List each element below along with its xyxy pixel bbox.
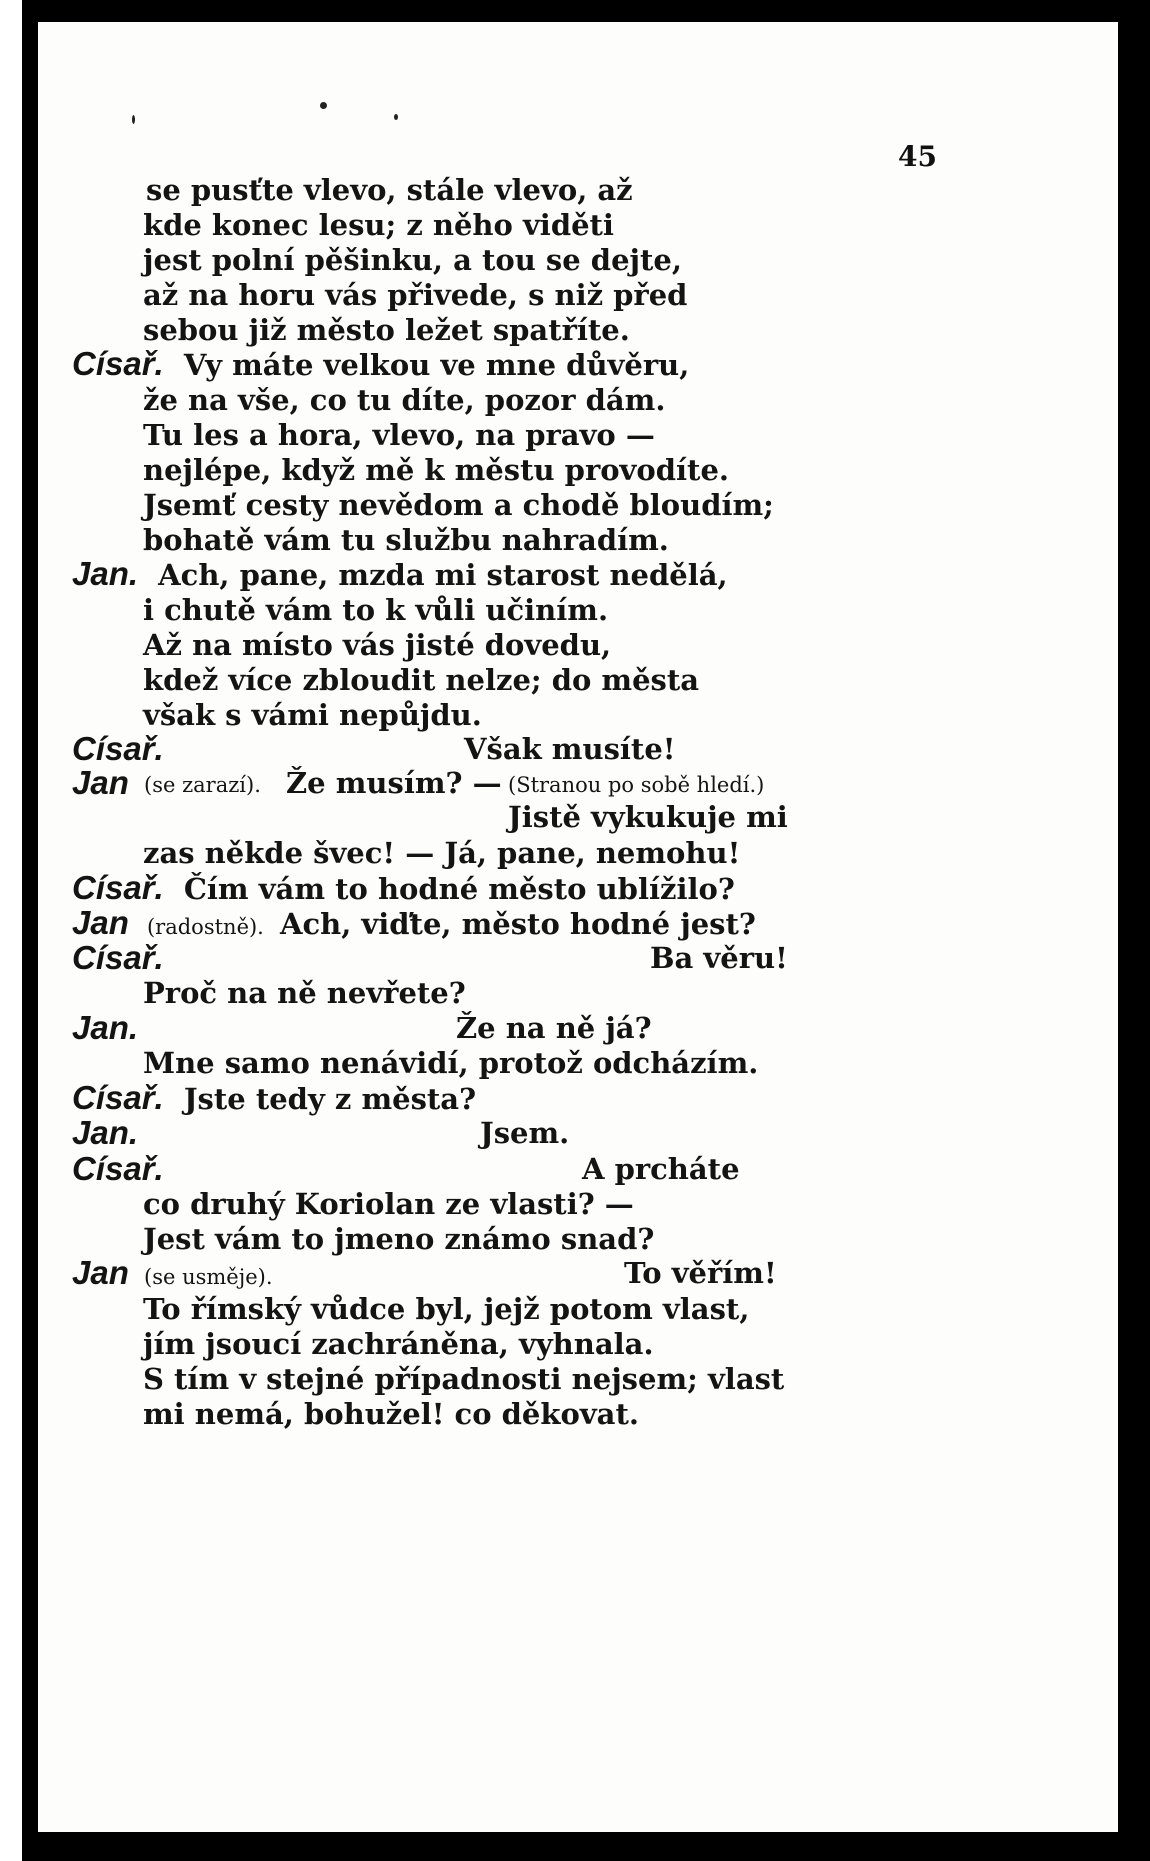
- verse-line: [143, 450, 729, 490]
- verse-line: [143, 660, 699, 700]
- line-text: kde konec lesu; z něho viděti: [143, 208, 614, 242]
- dialogue-line: [72, 344, 689, 385]
- verse-line: [143, 833, 740, 873]
- line-text: se pusťte vlevo, stále vlevo, až: [146, 173, 633, 207]
- line-text: i chutě vám to k vůli učiním.: [143, 593, 609, 627]
- verse-line: [143, 1289, 749, 1329]
- line-text: jím jsoucí zachráněna, vyhnala.: [143, 1327, 654, 1361]
- speaker-name: Jan.: [72, 1009, 139, 1046]
- verse-line: [146, 170, 633, 210]
- verse-line: [143, 485, 774, 525]
- line-text: však s vámi nepůjdu.: [143, 698, 482, 732]
- speaker-name: Císař.: [72, 869, 164, 906]
- speaker-name: Císař.: [72, 1150, 164, 1187]
- line-text: Jistě vykukuje mi: [508, 800, 788, 834]
- verse-line: [143, 205, 614, 245]
- stage-direction: (se usměje).: [144, 1265, 273, 1289]
- line-text: až na horu vás přivede, s niž před: [143, 278, 688, 312]
- line-text: Čím vám to hodné město ublížilo?: [183, 872, 735, 906]
- verse-line: [143, 415, 655, 455]
- stage-direction: (Stranou po sobě hledí.): [508, 773, 765, 797]
- verse-line: [143, 1184, 634, 1224]
- speaker-name: Jan: [72, 764, 129, 801]
- line-text: kdež více zbloudit nelze; do města: [143, 663, 700, 697]
- speaker-name: Císař.: [72, 1079, 164, 1116]
- line-text: zas někde švec! — Já, pane, nemohu!: [143, 836, 741, 870]
- line-text: To věřím!: [624, 1256, 777, 1290]
- speaker-name: Jan: [72, 904, 129, 941]
- page-number: 45: [898, 140, 937, 173]
- speaker-name: Jan.: [72, 555, 139, 592]
- line-text: Však musíte!: [464, 732, 676, 766]
- verse-line: [508, 797, 788, 837]
- line-text: co druhý Koriolan ze vlasti? —: [143, 1187, 634, 1221]
- verse-line: [143, 1359, 784, 1399]
- ink-speck: [132, 115, 135, 124]
- line-text: že na vše, co tu díte, pozor dám.: [143, 383, 666, 417]
- line-text: Jsem.: [480, 1116, 570, 1150]
- line-text: To římský vůdce byl, jejž potom vlast,: [143, 1292, 750, 1326]
- stage-direction: (se zarazí).: [144, 773, 261, 797]
- line-text: Jsemť cesty nevědom a chodě bloudím;: [143, 488, 774, 522]
- speaker-name: Císař.: [72, 730, 164, 767]
- line-text: Tu les a hora, vlevo, na pravo —: [143, 418, 655, 452]
- speaker-name: Císař.: [72, 939, 164, 976]
- line-text: Že na ně já?: [456, 1011, 652, 1045]
- line-text: Ach, pane, mzda mi starost nedělá,: [158, 558, 728, 592]
- line-text: bohatě vám tu službu nahradím.: [143, 523, 669, 557]
- line-text: jest polní pěšinku, a tou se dejte,: [143, 243, 682, 277]
- line-text: Až na místo vás jisté dovedu,: [143, 628, 612, 662]
- verse-line: [143, 695, 482, 735]
- verse-line: [143, 380, 665, 420]
- stage-direction: (radostně).: [146, 915, 264, 939]
- speaker-name: Jan: [72, 1254, 129, 1291]
- speaker-name: Císař.: [72, 345, 164, 382]
- verse-line: [143, 625, 611, 665]
- line-text: Mne samo nenávidí, protož odcházím.: [143, 1046, 759, 1080]
- line-text: Ach, viďte, město hodné jest?: [279, 907, 756, 941]
- verse-line: [143, 973, 466, 1013]
- line-text: A prcháte: [582, 1152, 740, 1186]
- line-text: Jste tedy z města?: [183, 1082, 477, 1116]
- verse-line: [143, 590, 608, 630]
- line-text: nejlépe, když mě k městu provodíte.: [143, 453, 729, 487]
- ink-speck: [320, 102, 327, 109]
- book-page: [38, 22, 1118, 1832]
- verse-line: [143, 1324, 654, 1364]
- verse-line: [143, 1043, 758, 1083]
- line-text: Jest vám to jmeno známo snad?: [143, 1222, 655, 1256]
- speaker-name: Jan.: [72, 1114, 139, 1151]
- line-text: sebou již město ležet spatříte.: [143, 313, 630, 347]
- line-text: Proč na ně nevřete?: [143, 976, 466, 1010]
- line-text: Ba věru!: [650, 941, 788, 975]
- dialogue-line: [72, 554, 728, 595]
- verse-line: [143, 275, 687, 315]
- line-text: Že musím? —: [286, 766, 502, 800]
- verse-line: [143, 240, 682, 280]
- line-text: S tím v stejné případnosti nejsem; vlast: [143, 1362, 785, 1396]
- ink-speck: [394, 114, 398, 120]
- verse-line: [143, 1394, 639, 1434]
- line-text: mi nemá, bohužel! co děkovat.: [143, 1397, 639, 1431]
- line-text: Vy máte velkou ve mne důvěru,: [183, 348, 690, 382]
- scan-left-edge: [0, 0, 22, 1861]
- verse-line: [143, 1219, 654, 1259]
